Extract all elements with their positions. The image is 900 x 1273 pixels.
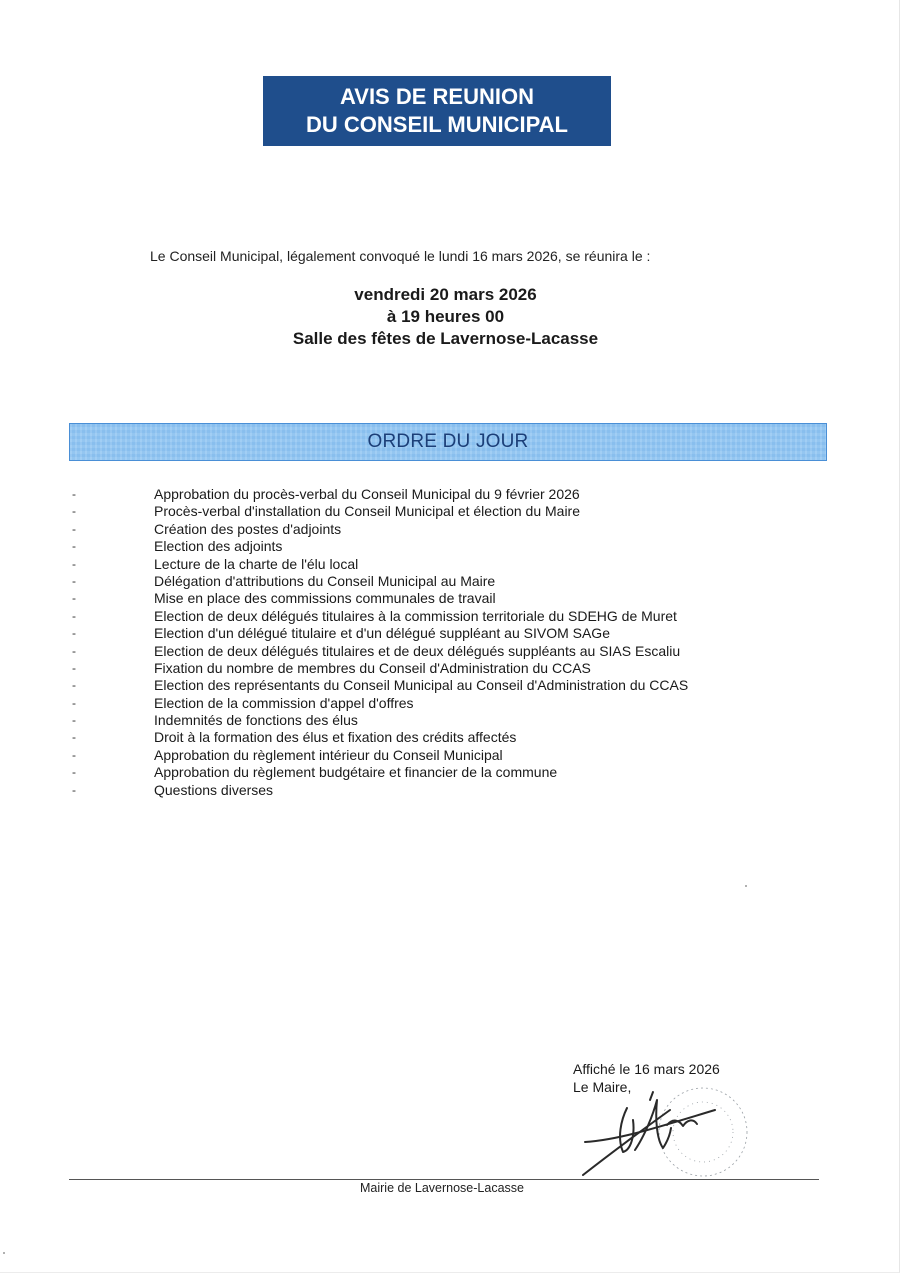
agenda-item-text: Questions diverses: [154, 781, 274, 798]
agenda-item: [0, 643, 900, 660]
agenda-item-text: Election d'un délégué titulaire et d'un délégué suppléant au SIVOM SAGe: [154, 625, 610, 642]
meeting-details: [150, 284, 741, 350]
agenda-bullet: -: [72, 608, 76, 623]
notice-title-line1: AVIS DE REUNION: [340, 84, 534, 109]
agenda-item: [0, 660, 900, 677]
agenda-heading: ORDRE DU JOUR: [69, 423, 827, 461]
agenda-bullet: -: [72, 695, 76, 710]
agenda-item: [0, 608, 900, 625]
agenda-item: [0, 782, 900, 799]
agenda-item-text: Droit à la formation des élus et fixation des crédits affectés: [154, 729, 517, 746]
agenda-item-text: Mise en place des commissions communales de travail: [154, 590, 496, 607]
agenda-bullet: -: [72, 660, 76, 675]
mayor-signature: [575, 1080, 755, 1180]
agenda-item-text: Délégation d'attributions du Conseil Municipal au Maire: [154, 572, 496, 589]
agenda-item: [0, 486, 900, 503]
agenda-bullet: -: [72, 573, 76, 588]
official-stamp: [659, 1088, 747, 1176]
agenda-bullet: -: [72, 678, 76, 693]
agenda-item: [0, 677, 900, 694]
agenda-bullet: -: [72, 626, 76, 641]
meeting-place: Salle des fêtes de Lavernose-Lacasse: [292, 329, 599, 348]
agenda-item: [0, 712, 900, 729]
agenda-item-text: Lecture de la charte de l'élu local: [154, 555, 359, 572]
notice-title-line2: DU CONSEIL MUNICIPAL: [306, 112, 568, 137]
agenda-bullet: -: [72, 643, 76, 658]
agenda-item: [0, 590, 900, 607]
agenda-list: [0, 486, 900, 799]
agenda-item: [0, 729, 900, 746]
notice-title-box: [263, 76, 611, 146]
footer-divider: [69, 1179, 819, 1180]
agenda-bullet: -: [72, 747, 76, 762]
convocation-intro: Le Conseil Municipal, légalement convoqué le lundi 16 mars 2026, se réunira le :: [150, 248, 651, 264]
agenda-bullet: -: [72, 556, 76, 571]
agenda-item-text: Indemnités de fonctions des élus: [154, 712, 358, 729]
agenda-item-text: Election des adjoints: [154, 538, 283, 555]
agenda-item: [0, 503, 900, 520]
agenda-item-text: Election de deux délégués titulaires et de deux délégués suppléants au SIAS Escaliu: [154, 642, 681, 659]
signature-strokes: [583, 1092, 715, 1175]
agenda-item: [0, 573, 900, 590]
agenda-bullet: -: [72, 591, 76, 606]
agenda-item: [0, 521, 900, 538]
agenda-item-text: Approbation du règlement budgétaire et financier de la commune: [154, 764, 558, 781]
agenda-bullet: -: [72, 521, 76, 536]
agenda-item: [0, 556, 900, 573]
agenda-item-text: Election des représentants du Conseil Municipal au Conseil d'Administration du CCAS: [154, 677, 689, 694]
agenda-item-text: Election de deux délégués titulaires à la commission territoriale du SDEHG de Muret: [154, 607, 677, 624]
footer-mairie: Mairie de Lavernose-Lacasse: [360, 1181, 524, 1195]
agenda-bullet: -: [72, 730, 76, 745]
agenda-bullet: -: [72, 539, 76, 554]
agenda-item: [0, 625, 900, 642]
scan-speck: [3, 1252, 5, 1254]
posted-date: Affiché le 16 mars 2026: [573, 1061, 720, 1077]
agenda-bullet: -: [72, 782, 76, 797]
agenda-item-text: Procès-verbal d'installation du Conseil Municipal et élection du Maire: [154, 503, 581, 520]
agenda-item-text: Election de la commission d'appel d'offres: [154, 694, 414, 711]
scan-speck: [745, 885, 747, 887]
agenda-bullet: -: [72, 765, 76, 780]
agenda-item-text: Approbation du règlement intérieur du Conseil Municipal: [154, 746, 503, 763]
agenda-item-text: Fixation du nombre de membres du Conseil d'Administration du CCAS: [154, 659, 591, 676]
agenda-item-text: Création des postes d'adjoints: [154, 520, 342, 537]
agenda-item: [0, 538, 900, 555]
agenda-item: [0, 764, 900, 781]
agenda-bullet: -: [72, 487, 76, 501]
meeting-date: vendredi 20 mars 2026: [354, 285, 537, 304]
agenda-bullet: -: [72, 504, 76, 519]
agenda-item: [0, 747, 900, 764]
agenda-item-text: Approbation du procès-verbal du Conseil Municipal du 9 février 2026: [154, 486, 580, 502]
agenda-bullet: -: [72, 713, 76, 728]
agenda-item: [0, 695, 900, 712]
meeting-time: à 19 heures 00: [386, 307, 505, 326]
mayor-label: Le Maire,: [573, 1079, 632, 1095]
